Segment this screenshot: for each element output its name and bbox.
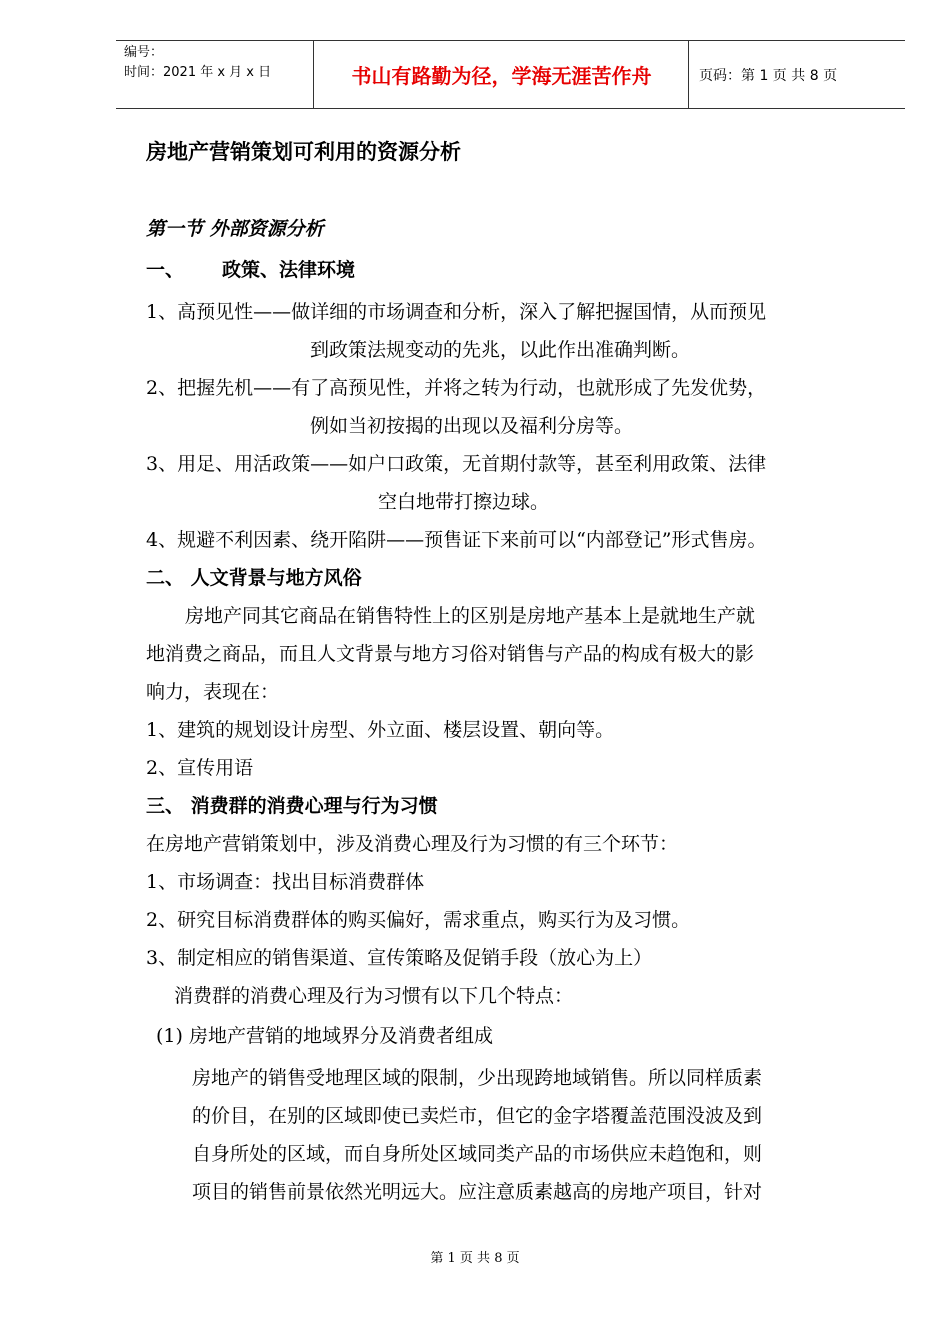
paragraph-line: 房地产同其它商品在销售特性上的区别是房地产基本上是就地生产就 xyxy=(185,605,756,627)
paragraph-line: 例如当初按揭的出现以及福利分房等。 xyxy=(310,415,634,437)
paragraph-line: 在房地产营销策划中，涉及消费心理及行为习惯的有三个环节： xyxy=(146,833,679,855)
paragraph-line: 自身所处的区域，而自身所处区域同类产品的市场供应未趋饱和，则 xyxy=(192,1143,763,1165)
paragraph-line: 消费群的消费心理及行为习惯有以下几个特点： xyxy=(174,985,574,1007)
heading-consumer: 三、 消费群的消费心理与行为习惯 xyxy=(146,795,438,817)
number-label: 编号： xyxy=(124,45,164,60)
paragraph-line: 2、宣传用语 xyxy=(146,757,254,779)
subheading: (1) 房地产营销的地域界分及消费者组成 xyxy=(156,1025,493,1047)
document-title: 房地产营销策划可利用的资源分析 xyxy=(146,140,461,164)
page-header xyxy=(116,40,905,109)
paragraph-line: 4、规避不利因素、绕开陷阱——预售证下来前可以“内部登记”形式售房。 xyxy=(146,529,767,551)
time-label: 时间：2021 年 x 月 x 日 xyxy=(124,65,272,80)
paragraph-line: 房地产的销售受地理区域的限制，少出现跨地域销售。所以同样质素 xyxy=(192,1067,763,1089)
heading-policy-number: 一、 xyxy=(146,259,185,281)
paragraph-line: 1、建筑的规划设计房型、外立面、楼层设置、朝向等。 xyxy=(146,719,615,741)
paragraph-line: 空白地带打擦边球。 xyxy=(378,491,550,513)
paragraph-line: 响力，表现在： xyxy=(146,681,280,703)
header-motto: 书山有路勤为径，学海无涯苦作舟 xyxy=(315,41,689,108)
heading-culture: 二、 人文背景与地方风俗 xyxy=(146,567,362,589)
paragraph-line: 1、市场调查：找出目标消费群体 xyxy=(146,871,425,893)
paragraph-line: 3、用足、用活政策——如户口政策，无首期付款等，甚至利用政策、法律 xyxy=(146,453,767,475)
paragraph-line: 1、高预见性——做详细的市场调查和分析，深入了解把握国情，从而预见 xyxy=(146,301,767,323)
paragraph-line: 3、制定相应的销售渠道、宣传策略及促销手段（放心为上） xyxy=(146,947,653,969)
page-footer: 第 1 页 共 8 页 xyxy=(430,1251,520,1266)
paragraph-line: 的价目，在别的区域即使已卖烂市，但它的金字塔覆盖范围没波及到 xyxy=(192,1105,763,1127)
paragraph-line: 到政策法规变动的先兆，以此作出准确判断。 xyxy=(310,339,691,361)
paragraph-line: 2、把握先机——有了高预见性，并将之转为行动，也就形成了先发优势， xyxy=(146,377,767,399)
heading-policy: 政策、法律环境 xyxy=(222,259,356,281)
header-meta xyxy=(116,41,314,108)
paragraph-line: 项目的销售前景依然光明远大。应注意质素越高的房地产项目，针对 xyxy=(192,1181,763,1203)
paragraph-line: 地消费之商品，而且人文背景与地方习俗对销售与产品的构成有极大的影 xyxy=(146,643,755,665)
section-heading: 第一节 外部资源分析 xyxy=(146,218,324,240)
paragraph-line: 2、研究目标消费群体的购买偏好，需求重点，购买行为及习惯。 xyxy=(146,909,691,931)
header-page-info: 页码：第 1 页 共 8 页 xyxy=(699,67,838,84)
